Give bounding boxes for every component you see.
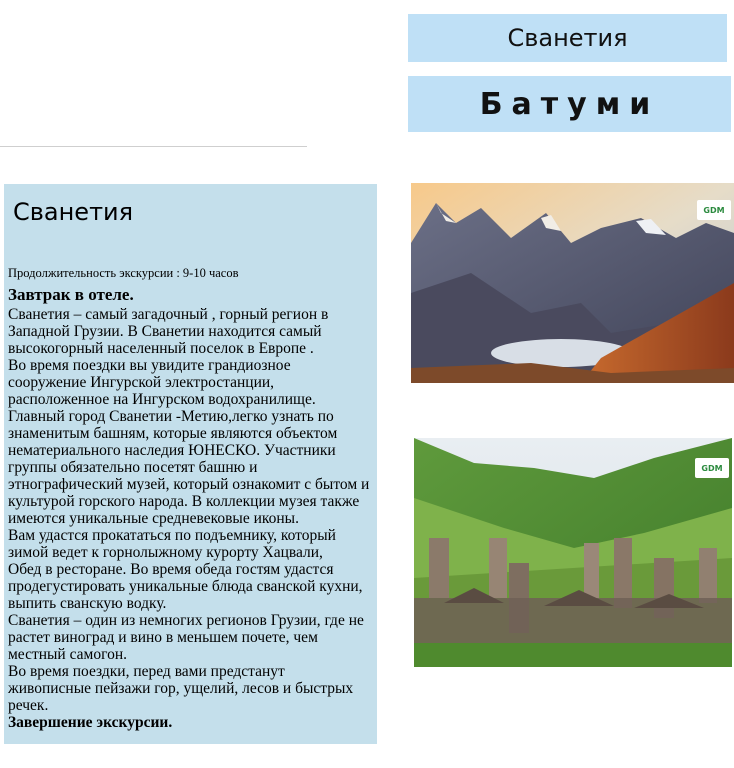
- tour-ending-note: Завершение экскурсии.: [8, 714, 173, 731]
- tour-description-text: Сванетия – самый загадочный , горный регион в Западной Грузии. В Сванетии находится самый высокогорный населенный поселок в Европе . Во время поездки вы увидите грандиозное сооружение Ингурской электростанции, расположенное на Ингурском водохранилище. Главный город Сванетии -Метию,легко узнать по знаменитым башням, которые являются объектом нематериального наследия ЮНЕСКО. Участники группы обязательно посетят башню и этнографический музей, который ознакомит с бытом и культурой горского народа. В коллекции музея также имеются уникальные средневековые иконы. Вам удастся прокататься по подъемнику, который зимой ведет к горнолыжному курорту Хацвали, Обед в ресторане. Во время обеда гостям удастся продегустировать уникальные блюда сванской кухни, выпить сванскую водку. Сванетия – один из немногих регионов Грузии, где не растет виноград и вино в меньшем почете, чем местный самогон. Во время поездки, перед вами предстанут живописные пейзажи гор, ущелий, лесов и быстрых речек.: [8, 306, 370, 714]
- tab-svanetia[interactable]: Сванетия: [408, 14, 727, 62]
- breakfast-note: Завтрак в отеле.: [8, 285, 134, 304]
- towers-illustration: [414, 438, 732, 667]
- mountains-illustration: [411, 183, 734, 383]
- tour-duration: Продолжительность экскурсии : 9-10 часов: [8, 266, 239, 280]
- divider: [0, 146, 307, 147]
- mountains-photo: [411, 183, 734, 383]
- tour-title: Сванетия: [13, 198, 134, 226]
- logo-badge: GDM: [695, 458, 729, 478]
- tour-description-panel: [4, 184, 377, 744]
- logo-badge: GDM: [697, 200, 731, 220]
- tab-batumi[interactable]: Батуми: [408, 76, 731, 132]
- svanetia-towers-photo: [414, 438, 732, 667]
